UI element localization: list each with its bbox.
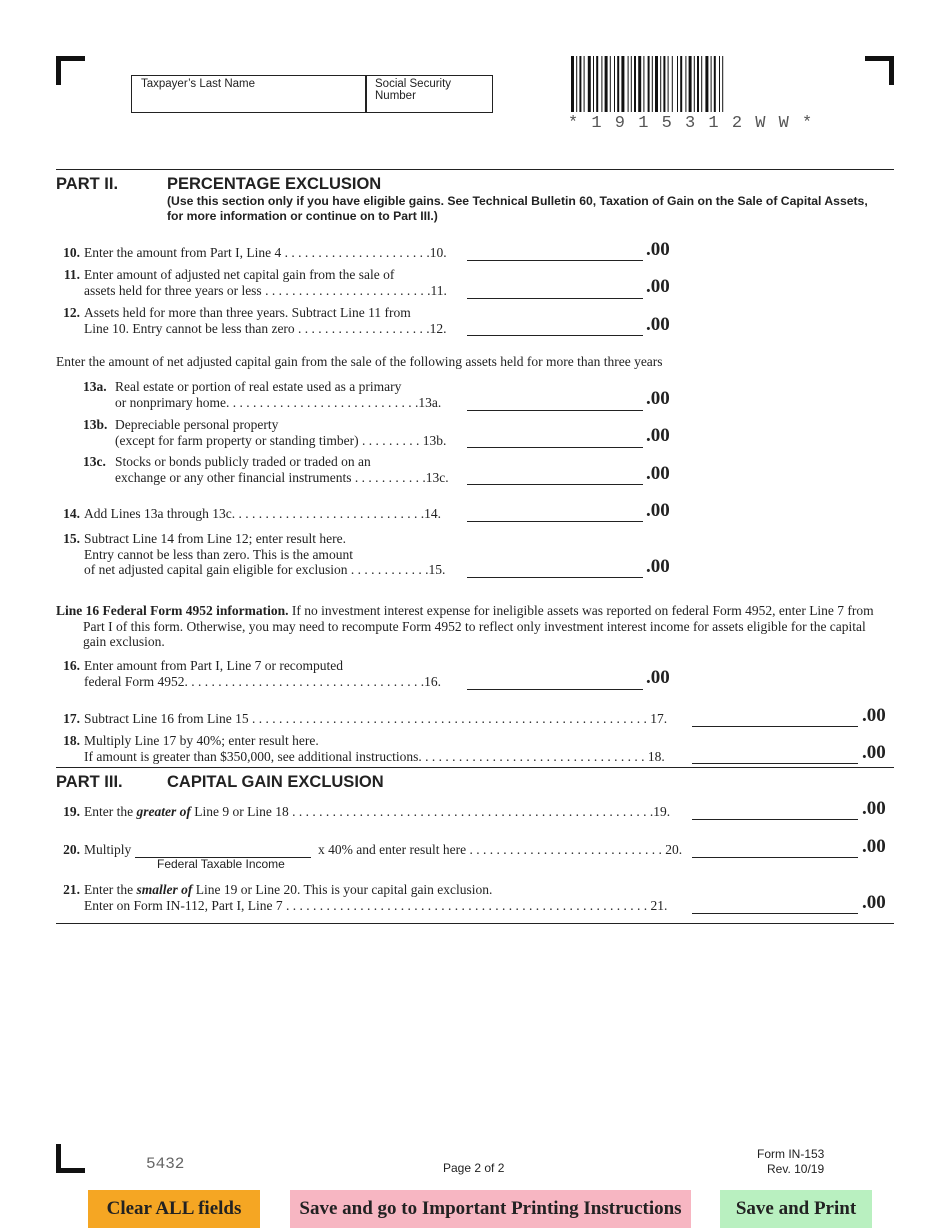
line-17-cents: .00	[862, 705, 886, 726]
line-13b-input[interactable]	[467, 429, 643, 448]
line-20-input[interactable]	[692, 839, 858, 858]
line-text-pre: Enter the	[84, 882, 137, 897]
line-number: 13b.	[83, 417, 108, 432]
line-12-cents: .00	[646, 314, 670, 335]
line-text	[84, 882, 492, 897]
line-text-3: of net adjusted capital gain eligible for exclusion . . . . . . . . . . . .15.	[84, 562, 446, 577]
line-text-post: x 40% and enter result here . . . . . . . . . . . . . . . . . . . . . . . . . . . . . 20.	[318, 842, 683, 857]
line-16-note-text-1: If no investment interest expense for ineligible assets was reported on federal Form 4952, enter Line 7 from	[288, 603, 874, 618]
line-number: 17.	[63, 711, 80, 726]
form-number: Form IN-153	[757, 1147, 825, 1161]
line-21-cents: .00	[862, 892, 886, 913]
line-text-2: assets held for three years or less . . . . . . . . . . . . . . . . . . . . . . . . .11.	[84, 283, 447, 298]
line-text	[84, 804, 670, 819]
corner-mark-bottom-left-h	[56, 1168, 85, 1173]
ssn-label: Social Security Number	[375, 78, 452, 102]
corner-mark-top-left-v	[56, 56, 61, 85]
part2-subtitle-2: for more information or continue on to Part III.)	[167, 209, 438, 223]
line-text-2: If amount is greater than $350,000, see additional instructions. . . . . . . . . . . . . . . . . . . . . . . . . . . . . . . . . . 18.	[84, 749, 665, 764]
line-16-note-label: Line 16 Federal Form 4952 information.	[56, 603, 289, 618]
line-text-2: federal Form 4952. . . . . . . . . . . . . . . . . . . . . . . . . . . . . . . . . . . .16.	[84, 674, 441, 689]
line-number: 20.	[63, 842, 80, 857]
line-16-cents: .00	[646, 667, 670, 688]
line-text: Real estate or portion of real estate used as a primary	[115, 379, 402, 394]
line-text-2: or nonprimary home. . . . . . . . . . . . . . . . . . . . . . . . . . . . .13a.	[115, 395, 442, 410]
line-text-2: Line 10. Entry cannot be less than zero . . . . . . . . . . . . . . . . . . . .12.	[84, 321, 447, 336]
federal-taxable-income-label: Federal Taxable Income	[157, 857, 285, 871]
line-12-input[interactable]	[467, 317, 643, 336]
line-16-note-text-3: gain exclusion.	[83, 634, 165, 649]
line-10-cents: .00	[646, 239, 670, 260]
line-19-cents: .00	[862, 798, 886, 819]
line-text-2: (except for farm property or standing timber) . . . . . . . . . 13b.	[115, 433, 447, 448]
line-text: Subtract Line 14 from Line 12; enter result here.	[84, 531, 347, 546]
line-14-cents: .00	[646, 500, 670, 521]
form-revision: Rev. 10/19	[767, 1162, 825, 1176]
line-13c-input[interactable]	[467, 466, 643, 485]
line-19-input[interactable]	[692, 801, 858, 820]
line-13b-cents: .00	[646, 425, 670, 446]
line-text: Enter the amount from Part I, Line 4 . . . . . . . . . . . . . . . . . . . . . .10.	[84, 245, 447, 260]
line-text-2: Enter on Form IN-112, Part I, Line 7 . . . . . . . . . . . . . . . . . . . . . . . . . . . . . . . . . . . . . . . . . . . . . . . . . . . . . . 21.	[84, 898, 668, 913]
line-13a-input[interactable]	[467, 392, 643, 411]
line-text: Enter amount from Part I, Line 7 or recomputed	[84, 658, 344, 673]
line-number: 13c.	[83, 454, 106, 469]
part2-top-rule	[56, 169, 894, 170]
save-and-go-to-printing-instructions-button[interactable]: Save and go to Important Printing Instructions	[290, 1190, 691, 1228]
ssn-field[interactable]	[365, 75, 493, 113]
line-text-2: exchange or any other financial instruments . . . . . . . . . . .13c.	[115, 470, 449, 485]
line-number: 19.	[63, 804, 80, 819]
line-number: 21.	[63, 882, 80, 897]
line-number: 13a.	[83, 379, 107, 394]
line-number: 10.	[63, 245, 80, 260]
part3-label: PART III.	[56, 773, 123, 791]
line-16-input[interactable]	[467, 671, 643, 690]
line-16-note-text-2: Part I of this form. Otherwise, you may need to recompute Form 4952 to reflect only investment interest income for assets eligible for the capital	[83, 618, 866, 634]
line-number: 18.	[63, 733, 80, 748]
line-text: Depreciable personal property	[115, 417, 279, 432]
line-number: 12.	[63, 305, 80, 320]
part2-subtitle-1: (Use this section only if you have eligible gains. See Technical Bulletin 60, Taxation of Gain on the Sale of Capital Assets,	[167, 194, 868, 208]
save-and-print-button[interactable]: Save and Print	[720, 1190, 872, 1228]
line-15-cents: .00	[646, 556, 670, 577]
line-text-pre: Multiply	[84, 842, 132, 857]
line-text: Subtract Line 16 from Line 15 . . . . . . . . . . . . . . . . . . . . . . . . . . . . . . . . . . . . . . . . . . . . . . . . . . . . . . . . . . . 17.	[84, 711, 668, 726]
line-18-input[interactable]	[692, 745, 858, 764]
line-text-emphasis: smaller of	[136, 882, 193, 897]
line-text-post: Line 19 or Line 20. This is your capital gain exclusion.	[192, 882, 493, 897]
line-20-cents: .00	[862, 836, 886, 857]
line-number: 11.	[63, 267, 80, 282]
barcode-image	[570, 56, 814, 112]
line-13a-cents: .00	[646, 388, 670, 409]
part3-title: CAPITAL GAIN EXCLUSION	[167, 773, 384, 791]
line-17-input[interactable]	[692, 708, 858, 727]
clear-all-fields-button[interactable]: Clear ALL fields	[88, 1190, 260, 1228]
part2-title: PERCENTAGE EXCLUSION	[167, 175, 382, 193]
part2-label: PART II.	[56, 175, 119, 193]
taxpayer-last-name-field[interactable]	[131, 75, 367, 113]
line-text: Stocks or bonds publicly traded or traded on an	[115, 454, 371, 469]
line-text: Add Lines 13a through 13c. . . . . . . . . . . . . . . . . . . . . . . . . . . . .14.	[84, 506, 441, 521]
line-21-input[interactable]	[692, 895, 858, 914]
line-15-input[interactable]	[467, 559, 643, 578]
barcode-bars	[570, 56, 814, 112]
line-text-pre: Enter the	[84, 804, 137, 819]
line-10-input[interactable]	[467, 242, 643, 261]
line-text-2: Entry cannot be less than zero. This is the amount	[84, 547, 353, 562]
line-text-post: Line 9 or Line 18 . . . . . . . . . . . . . . . . . . . . . . . . . . . . . . . . . . . . . . . . . . . . . . . . . . . . . .19.	[190, 804, 671, 819]
line-text: Assets held for more than three years. Subtract Line 11 from	[84, 305, 411, 320]
form-code: 5432	[146, 1155, 185, 1173]
taxpayer-last-name-label: Taxpayer’s Last Name	[141, 78, 255, 90]
line-number: 16.	[63, 658, 80, 673]
line-text: Multiply Line 17 by 40%; enter result here.	[84, 733, 319, 748]
part3-bottom-rule	[56, 923, 894, 924]
corner-mark-top-right-v	[889, 56, 894, 85]
barcode-text: * 1 9 1 5 3 1 2 W W *	[568, 114, 814, 133]
line-13-intro: Enter the amount of net adjusted capital gain from the sale of the following assets held for more than three years	[56, 354, 663, 369]
federal-taxable-income-input[interactable]	[135, 839, 311, 858]
line-14-input[interactable]	[467, 503, 643, 522]
part3-top-rule	[56, 767, 894, 768]
line-number: 15.	[63, 531, 80, 546]
page-number: Page 2 of 2	[443, 1161, 505, 1175]
line-text-emphasis: greater of	[136, 804, 191, 819]
line-text: Enter amount of adjusted net capital gain from the sale of	[84, 267, 395, 282]
line-11-input[interactable]	[467, 280, 643, 299]
line-16-note	[56, 603, 896, 650]
line-18-cents: .00	[862, 742, 886, 763]
line-13c-cents: .00	[646, 463, 670, 484]
line-11-cents: .00	[646, 276, 670, 297]
line-number: 14.	[63, 506, 80, 521]
